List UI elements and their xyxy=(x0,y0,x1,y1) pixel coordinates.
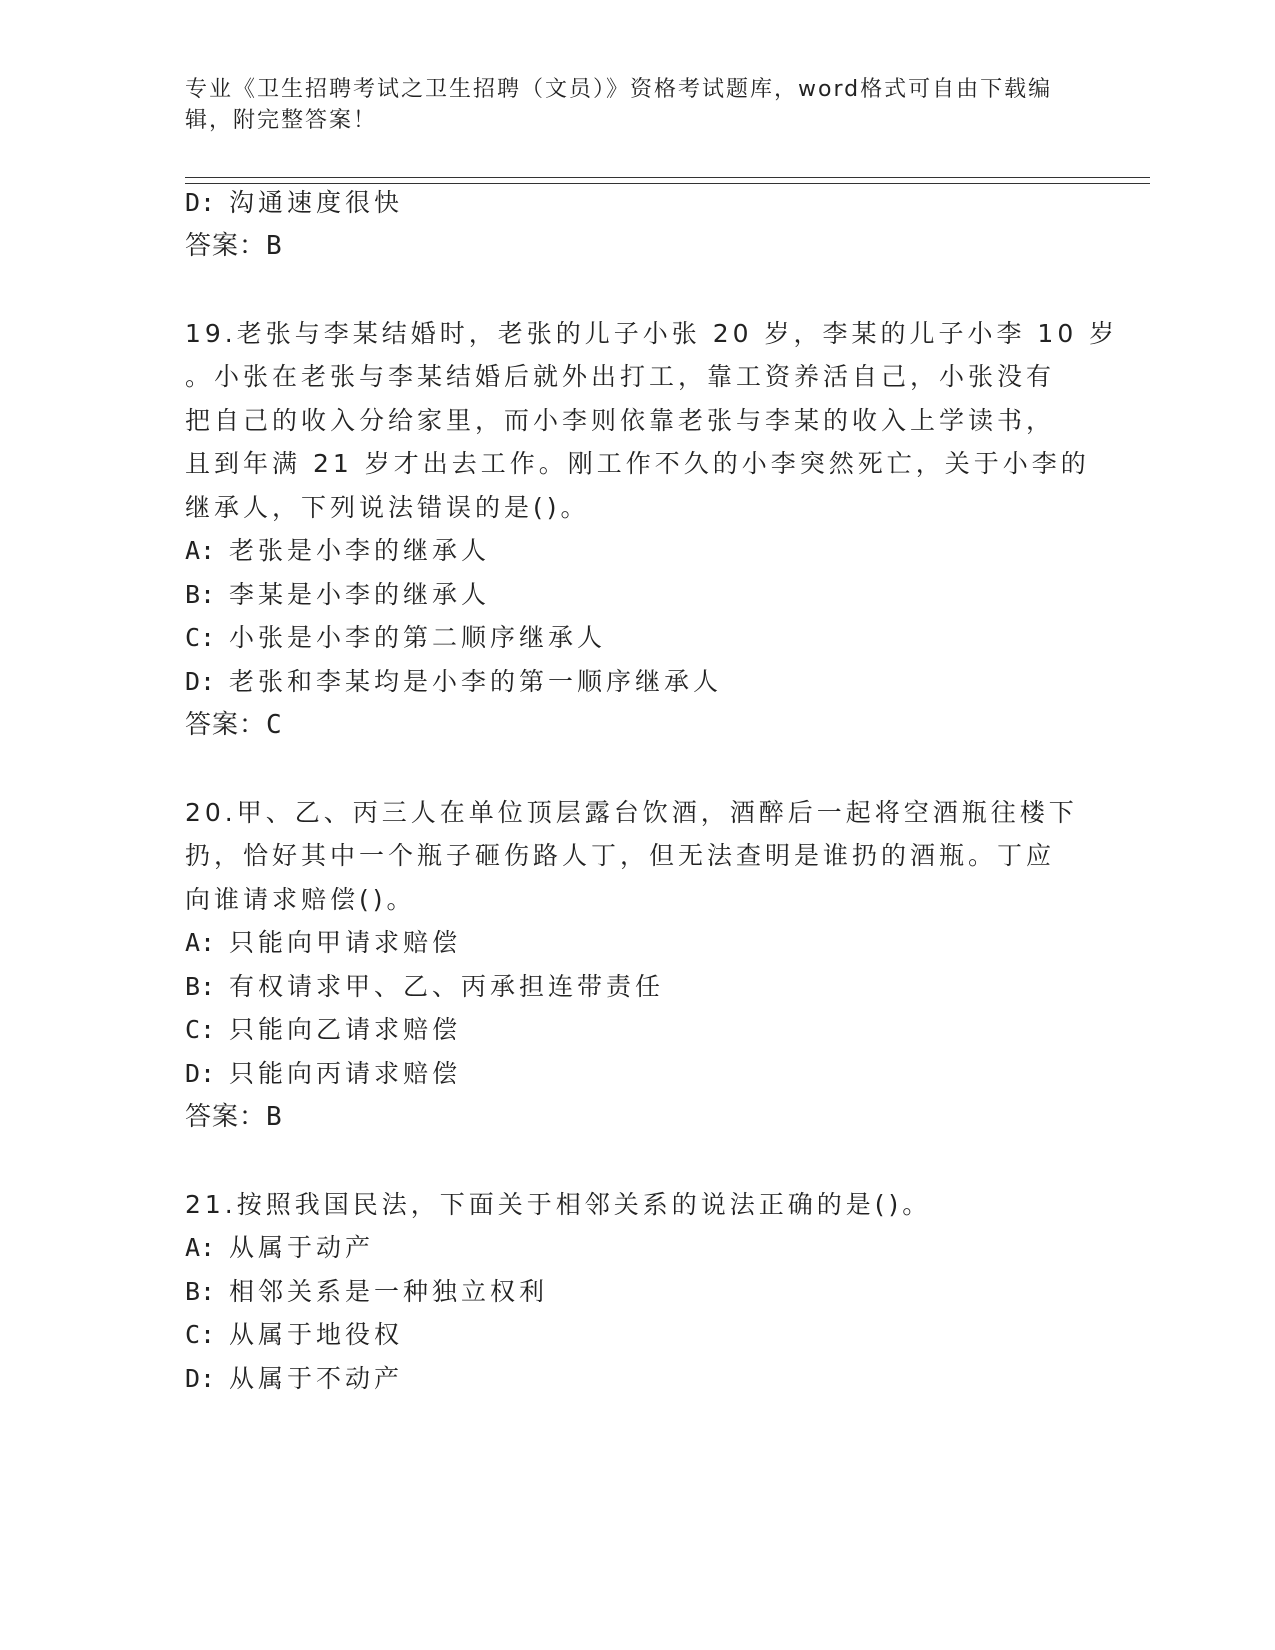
option-letter: C: xyxy=(185,623,216,652)
option-text: 老张和李某均是小李的第一顺序继承人 xyxy=(229,667,723,696)
option-letter: A: xyxy=(185,1233,216,1262)
q21-option-b xyxy=(185,1275,548,1309)
option-text: 只能向甲请求赔偿 xyxy=(229,928,462,957)
header-rule-bottom xyxy=(185,183,1150,184)
option-letter: B: xyxy=(185,1277,216,1306)
q20-option-d xyxy=(185,1057,461,1091)
q19-stem-line: 19.老张与李某结婚时，老张的儿子小张 20 岁，李某的儿子小李 10 岁 xyxy=(185,319,1119,348)
option-letter: C: xyxy=(185,1015,216,1044)
option-letter: A: xyxy=(185,536,216,565)
option-letter: B: xyxy=(185,580,216,609)
q19-answer xyxy=(185,708,282,742)
q20-option-a xyxy=(185,926,461,960)
q20-option-c xyxy=(185,1013,461,1047)
option-text: 从属于动产 xyxy=(229,1233,375,1262)
answer-label: 答案： xyxy=(185,231,267,261)
q19-stem-line: 继承人，下列说法错误的是()。 xyxy=(185,493,590,522)
answer-value: C xyxy=(266,710,282,740)
prev-option-d xyxy=(185,186,403,220)
option-text: 从属于地役权 xyxy=(229,1320,404,1349)
option-letter: A: xyxy=(185,928,216,957)
answer-value: B xyxy=(266,231,282,261)
q21-option-c xyxy=(185,1318,403,1352)
q19-stem-line: 把自己的收入分给家里，而小李则依靠老张与李某的收入上学读书， xyxy=(185,406,1056,435)
option-text: 只能向乙请求赔偿 xyxy=(229,1015,462,1044)
option-text: 李某是小李的继承人 xyxy=(229,580,491,609)
option-text: 有权请求甲、乙、丙承担连带责任 xyxy=(229,972,665,1001)
option-text: 只能向丙请求赔偿 xyxy=(229,1059,462,1088)
q19-option-c xyxy=(185,621,606,655)
option-text: 沟通速度很快 xyxy=(229,188,404,217)
q20-stem-line: 20.甲、乙、丙三人在单位顶层露台饮酒，酒醉后一起将空酒瓶往楼下 xyxy=(185,798,1078,827)
q20-answer xyxy=(185,1100,282,1134)
q21-option-d xyxy=(185,1362,403,1396)
q20-stem-line: 扔，恰好其中一个瓶子砸伤路人丁，但无法查明是谁扔的酒瓶。丁应 xyxy=(185,841,1056,870)
answer-label: 答案： xyxy=(185,1102,267,1132)
q19-option-a xyxy=(185,534,490,568)
answer-value: B xyxy=(266,1102,282,1132)
option-letter: D: xyxy=(185,188,216,217)
prev-answer xyxy=(185,229,282,263)
option-letter: D: xyxy=(185,667,216,696)
option-text: 相邻关系是一种独立权利 xyxy=(229,1277,549,1306)
option-letter: D: xyxy=(185,1059,216,1088)
q21-option-a xyxy=(185,1231,374,1265)
q19-option-d xyxy=(185,665,722,699)
document-header: 专业《卫生招聘考试之卫生招聘（文员）》资格考试题库，word格式可自由下载编辑，附完整答案！ xyxy=(185,77,1053,133)
q21-stem-line: 21.按照我国民法，下面关于相邻关系的说法正确的是()。 xyxy=(185,1190,932,1219)
q20-option-b xyxy=(185,970,664,1004)
q19-stem-line: 且到年满 21 岁才出去工作。刚工作不久的小李突然死亡，关于小李的 xyxy=(185,449,1090,478)
option-letter: B: xyxy=(185,972,216,1001)
q20-stem-line: 向谁请求赔偿()。 xyxy=(185,885,416,914)
option-text: 老张是小李的继承人 xyxy=(229,536,491,565)
option-letter: C: xyxy=(185,1320,216,1349)
header-rule-top xyxy=(185,177,1150,178)
answer-label: 答案： xyxy=(185,710,267,740)
option-text: 小张是小李的第二顺序继承人 xyxy=(229,623,607,652)
q19-option-b xyxy=(185,578,490,612)
option-text: 从属于不动产 xyxy=(229,1364,404,1393)
option-letter: D: xyxy=(185,1364,216,1393)
q19-stem-line: 。小张在老张与李某结婚后就外出打工，靠工资养活自己，小张没有 xyxy=(185,362,1056,391)
